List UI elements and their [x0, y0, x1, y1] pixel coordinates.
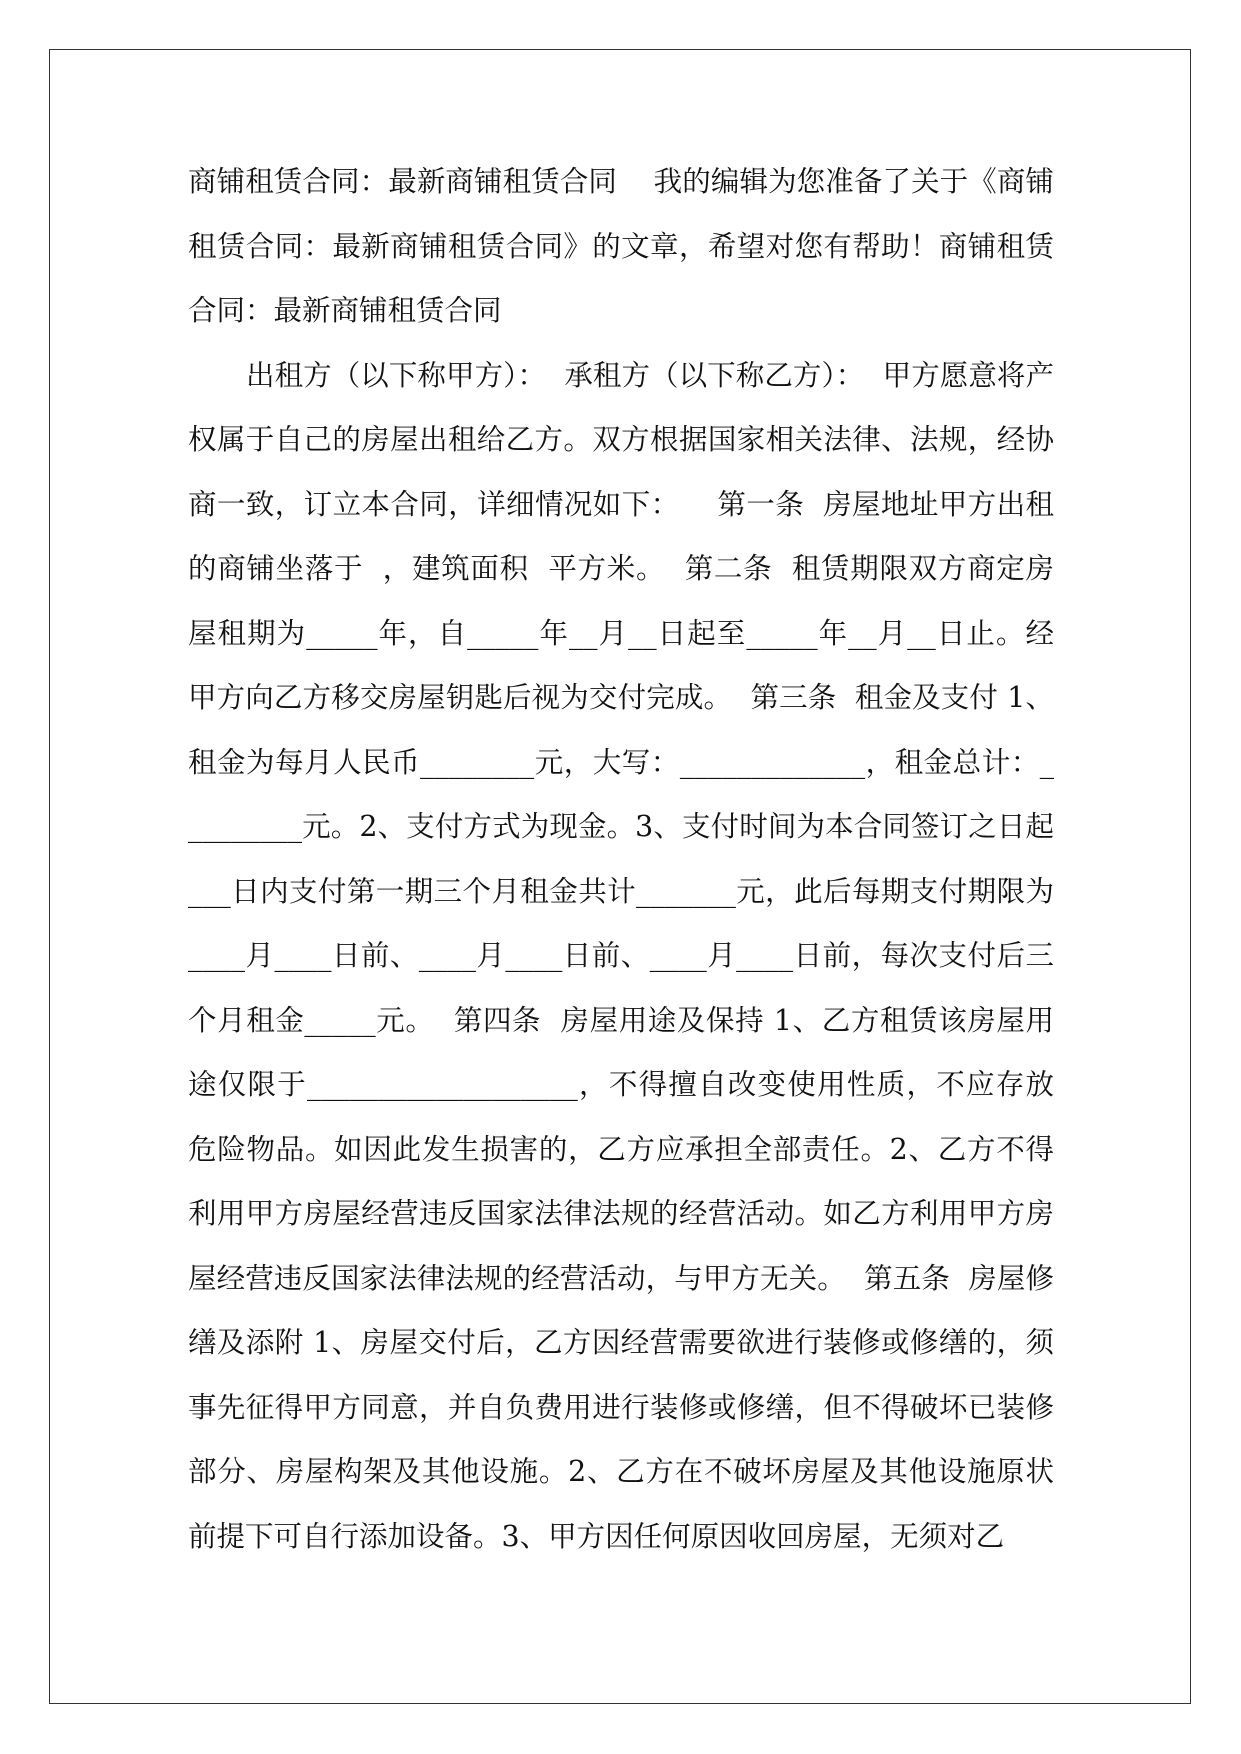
intro-paragraph: 商铺租赁合同：最新商铺租赁合同 我的编辑为您准备了关于《商铺租赁合同：最新商铺租赁合同》的文章，希望对您有帮助！商铺租赁合同：最新商铺租赁合同: [188, 165, 1054, 327]
document-body: [188, 150, 1054, 1569]
contract-paragraph: 出租方（以下称甲方）： 承租方（以下称乙方）： 甲方愿意将产权属于自己的房屋出租给乙方。双方根据国家相关法律、法规，经协商一致，订立本合同，详细情况如下： 第一条 房屋地址甲方出租的商铺坐落于 ，建筑面积 平方米。 第二条 租赁期限双方商定房屋租期为_____年，自_____年__月__日起至_____年__月__日止。经甲方向乙方移交房屋钥匙后视为交付完成。 第三条 租金及支付 1、租金为每月人民币________元，大写：_____________，租金总计：_________元。2、支付方式为现金。3、支付时间为本合同签订之日起___日内支付第一期三个月租金共计_______元，此后每期支付期限为____月____日前、____月____日前、____月____日前，每次支付后三个月租金_____元。 第四条 房屋用途及保持 1、乙方租赁该房屋用途仅限于___________________，不得擅自改变使用性质，不应存放危险物品。如因此发生损害的，乙方应承担全部责任。2、乙方不得利用甲方房屋经营违反国家法律法规的经营活动。如乙方利用甲方房屋经营违反国家法律法规的经营活动，与甲方无关。 第五条 房屋修缮及添附 1、房屋交付后，乙方因经营需要欲进行装修或修缮的，须事先征得甲方同意，并自负费用进行装修或修缮，但不得破坏已装修部分、房屋构架及其他设施。2、乙方在不破坏房屋及其他设施原状前提下可自行添加设备。3、甲方因任何原因收回房屋，无须对乙: [188, 358, 1054, 1553]
